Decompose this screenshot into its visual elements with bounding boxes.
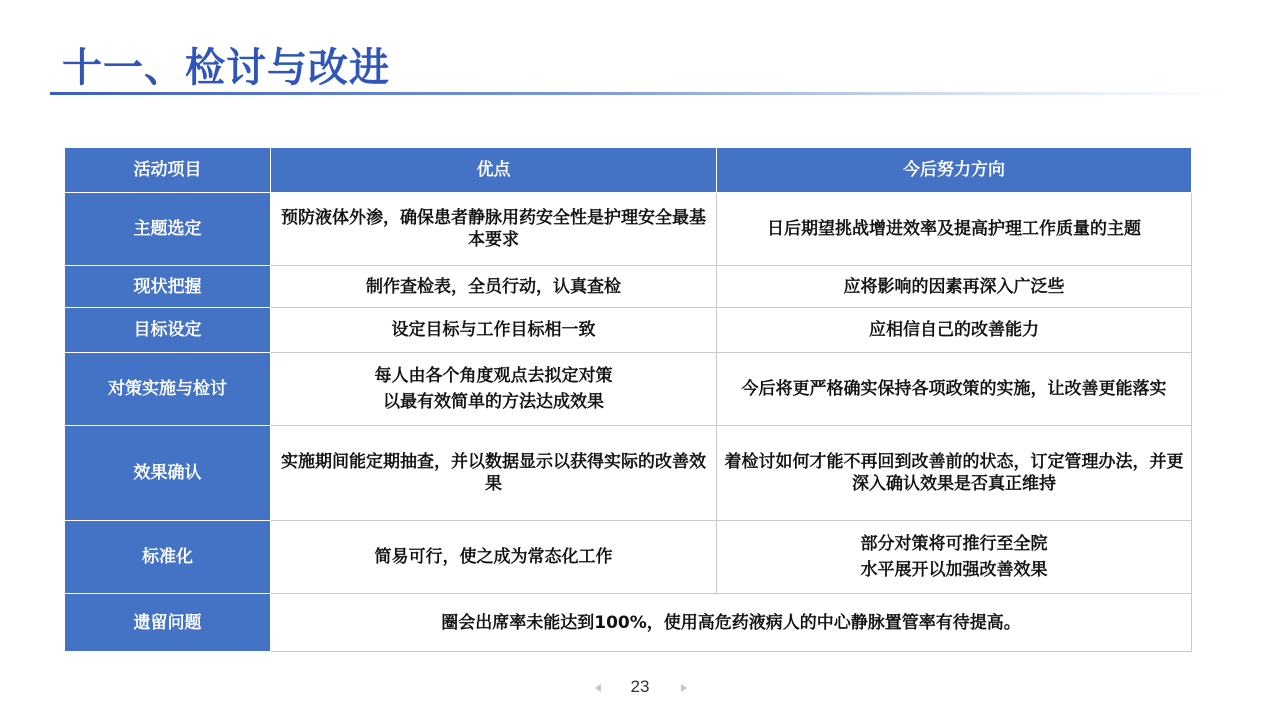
row-label: 遗留问题 (65, 594, 271, 652)
row-label: 标准化 (65, 521, 271, 594)
table-row (65, 266, 1192, 308)
table-row (65, 353, 1192, 426)
merit-cell: 每人由各个角度观点去拟定对策 以最有效简单的方法达成效果 (271, 353, 717, 426)
header-merits: 优点 (271, 148, 717, 193)
next-page-icon[interactable] (681, 684, 687, 692)
table-header-row (65, 148, 1192, 193)
direction-cell: 应相信自己的改善能力 (717, 308, 1192, 353)
merit-cell: 简易可行，使之成为常态化工作 (271, 521, 717, 594)
page-navigation (0, 677, 1280, 706)
prev-page-icon[interactable] (595, 684, 601, 692)
direction-cell: 今后将更严格确实保持各项政策的实施，让改善更能落实 (717, 353, 1192, 426)
row-label: 目标设定 (65, 308, 271, 353)
merit-cell: 制作查检表，全员行动，认真查检 (271, 266, 717, 308)
table-row (65, 308, 1192, 353)
direction-cell: 应将影响的因素再深入广泛些 (717, 266, 1192, 308)
row-label: 现状把握 (65, 266, 271, 308)
table-row (65, 426, 1192, 521)
row-label: 对策实施与检讨 (65, 353, 271, 426)
merit-cell: 设定目标与工作目标相一致 (271, 308, 717, 353)
review-table (64, 147, 1192, 652)
direction-cell: 部分对策将可推行至全院 水平展开以加强改善效果 (717, 521, 1192, 594)
table-row (65, 193, 1192, 266)
direction-cell: 日后期望挑战增进效率及提高护理工作质量的主题 (717, 193, 1192, 266)
header-direction: 今后努力方向 (717, 148, 1192, 193)
title-underline (50, 92, 1240, 95)
row-label: 主题选定 (65, 193, 271, 266)
table-row (65, 521, 1192, 594)
table-row-remaining (65, 594, 1192, 652)
page-title: 十一、检讨与改进 (62, 45, 390, 91)
remaining-issues-cell: 圈会出席率未能达到100%，使用高危药液病人的中心静脉置管率有待提高。 (271, 594, 1192, 652)
header-activity: 活动项目 (65, 148, 271, 193)
row-label: 效果确认 (65, 426, 271, 521)
direction-cell: 着检讨如何才能不再回到改善前的状态，订定管理办法，并更深入确认效果是否真正维持 (717, 426, 1192, 521)
merit-cell: 预防液体外渗，确保患者静脉用药安全性是护理安全最基本要求 (271, 193, 717, 266)
merit-cell: 实施期间能定期抽查，并以数据显示以获得实际的改善效果 (271, 426, 717, 521)
page-number: 23 (630, 677, 650, 696)
